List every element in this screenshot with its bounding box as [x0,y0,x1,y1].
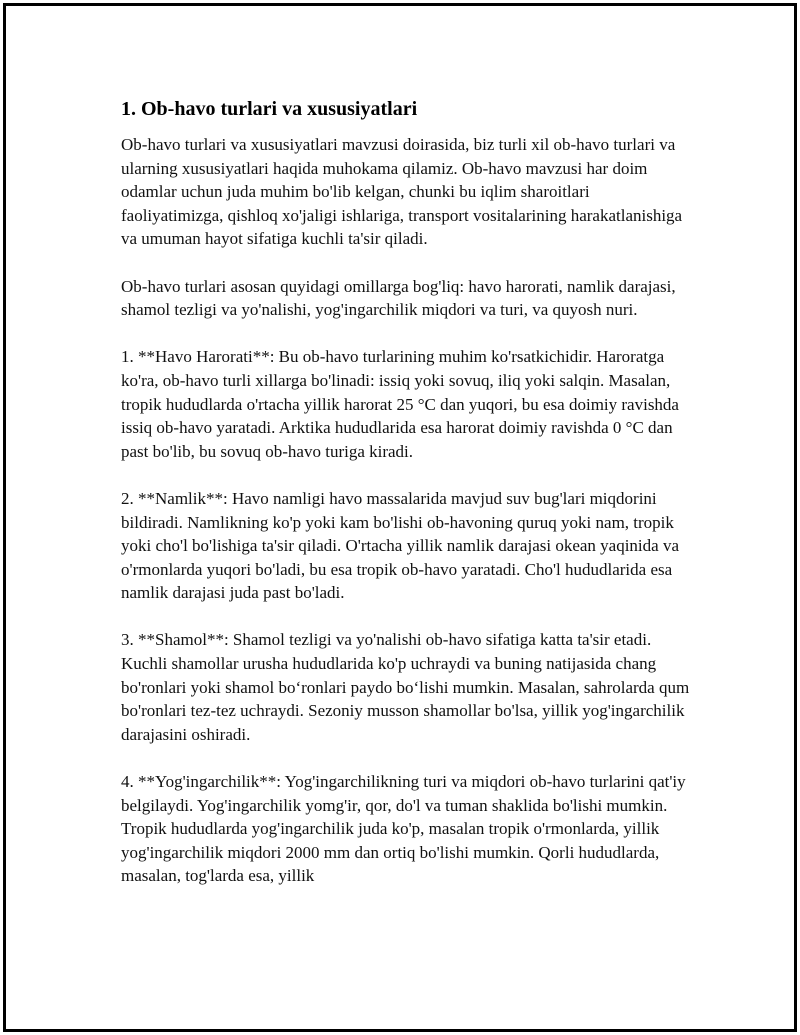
paragraph-factors: Ob-havo turlari asosan quyidagi omillarga bog'liq: havo harorati, namlik darajasi, shamol tezligi va yo'nalishi, yog'ingarchilik miqdori va turi, va quyosh nuri. [121,276,676,320]
document-body [121,96,696,912]
paragraph-intro: Ob-havo turlari va xususiyatlari mavzusi doirasida, biz turli xil ob-havo turlari va ularning xususiyatlari haqida muhokama qilamiz. Ob-havo mavzusi har doim odamlar uchun juda muhim bo'lib kelgan, chunki bu iqlim sharoitlari faoliyatimizga, qishloq xo'jaligi ishlariga, transport vositalarining harakatlanishiga va umuman hayot sifatiga kuchli ta'sir qiladi. [121,135,683,249]
paragraph-wind: 3. **Shamol**: Shamol tezligi va yo'nalishi ob-havo sifatiga katta ta'sir etadi. Kuchli shamollar urusha hududlarida ko'p uchraydi va buning natijasida chang bo'ronlari yoki shamol bo‘ronlari paydo bo‘lishi mumkin. Masalan, sahrolarda qum bo'ronlari tez-tez uchraydi. Sezoniy musson shamollar bo'lsa, yillik yog'ingarchilik darajasini oshiradi. [121,630,690,744]
paragraph-temperature: 1. **Havo Harorati**: Bu ob-havo turlarining muhim ko'rsatkichidir. Haroratga ko'ra, ob-havo turli xillarga bo'linadi: issiq yoki sovuq, iliq yoki salqin. Masalan, tropik hududlarda o'rtacha yillik harorat 25 °C dan yuqori, bu esa doimiy ravishda issiq ob-havo yaratadi. Arktika hududlarida esa harorat doimiy ravishda 0 °C dan past bo'lib, bu sovuq ob-havo turiga kiradi. [121,347,679,461]
page-frame [3,3,797,1032]
paragraph-precipitation: 4. **Yog'ingarchilik**: Yog'ingarchilikning turi va miqdori ob-havo turlarini qat'iy belgilaydi. Yog'ingarchilik yomg'ir, qor, do'l va tuman shaklida bo'lishi mumkin. Tropik hududlarda yog'ingarchilik juda ko'p, masalan tropik o'rmonlarda, yillik yog'ingarchilik miqdori 2000 mm dan ortiq bo'lishi mumkin. Qorli hududlarda, masalan, tog'larda esa, yillik [121,772,686,886]
section-heading: 1. Ob-havo turlari va xususiyatlari [121,98,418,120]
paragraph-humidity: 2. **Namlik**: Havo namligi havo massalarida mavjud suv bug'lari miqdorini bildiradi. Namlikning ko'p yoki kam bo'lishi ob-havoning quruq yoki nam, tropik yoki cho'l bo'lishiga ta'sir qiladi. O'rtacha yillik namlik darajasi okean yaqinida va o'rmonlarda yuqori bo'ladi, bu esa tropik ob-havo yaratadi. Cho'l hududlarida esa namlik darajasi juda past bo'ladi. [121,488,679,603]
